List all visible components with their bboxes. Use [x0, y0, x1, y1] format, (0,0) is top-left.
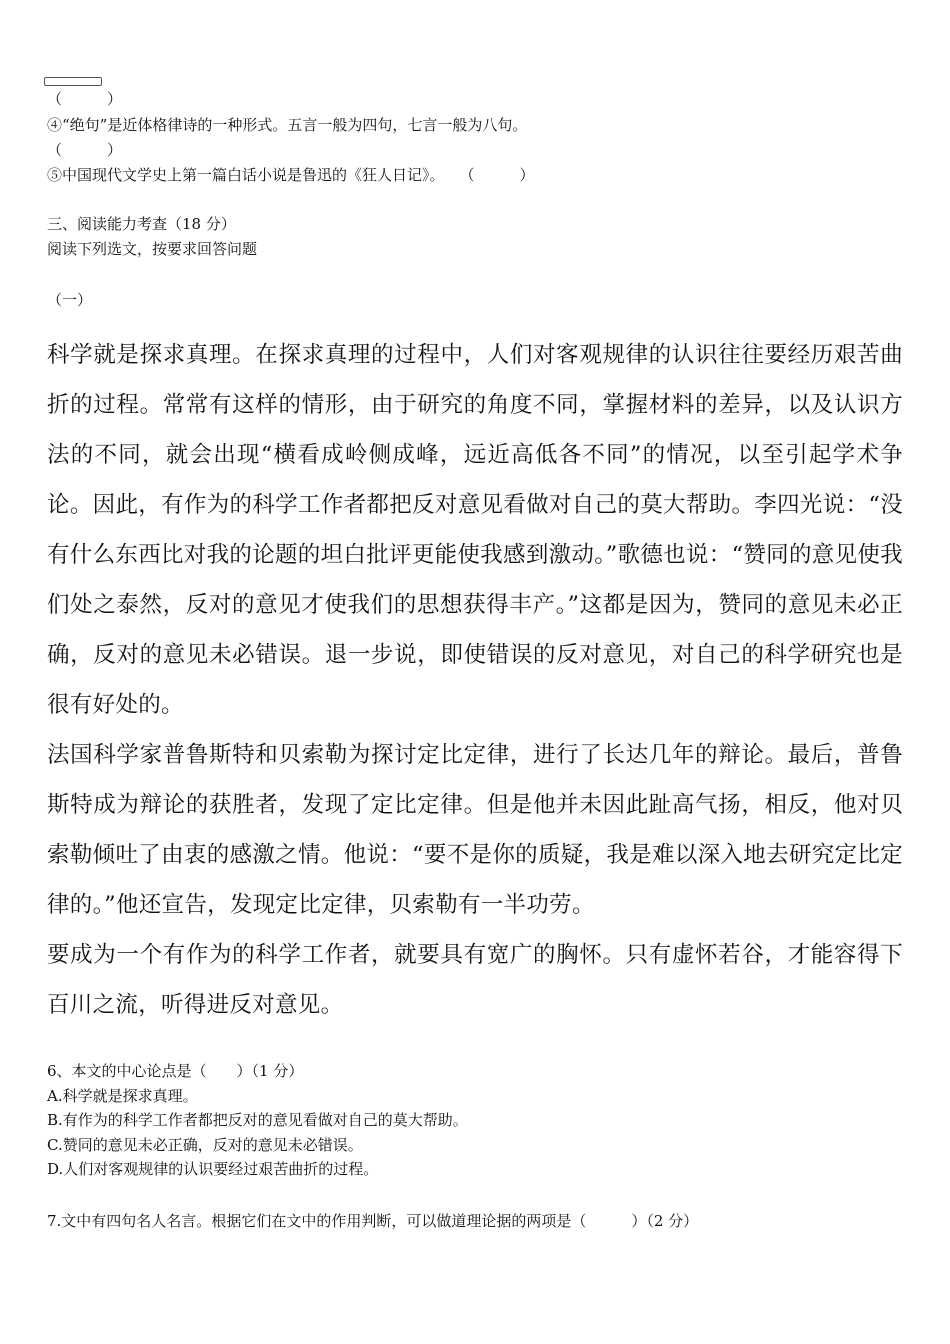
question-6-stem: 6、本文的中心论点是（ ）（1 分） — [47, 1062, 304, 1080]
part-label: （一） — [47, 291, 93, 309]
question-6-option-a: A.科学就是探求真理。 — [47, 1087, 198, 1105]
judgment-paren-2: （ ） — [47, 141, 123, 159]
judgment-item-5: ⑤中国现代文学史上第一篇白话小说是鲁迅的《狂人日记》。 （ ） — [47, 166, 535, 184]
answer-box-fragment — [44, 77, 102, 86]
passage-paragraph-3: 要成为一个有作为的科学工作者，就要具有宽广的胸怀。只有虚怀若谷，才能容得下百川之流，听得进反对意见。 — [47, 942, 903, 1018]
passage-paragraph-2: 法国科学家普鲁斯特和贝索勒为探讨定比定律，进行了长达几年的辩论。最后，普鲁斯特成为辩论的获胜者，发现了定比定律。但是他并未因此趾高气扬，相反，他对贝索勒倾吐了由衷的感激之情。他说：“要不是你的质疑，我是难以深入地去研究定比定律的。”他还宣告，发现定比定律，贝索勒有一半功劳。 — [47, 742, 903, 918]
judgment-item-4: ④“绝句”是近体格律诗的一种形式。五言一般为四句，七言一般为八句。 — [47, 116, 528, 134]
question-6-option-b: B.有作为的科学工作者都把反对的意见看做对自己的莫大帮助。 — [47, 1111, 468, 1129]
question-6-option-c: C.赞同的意见未必正确，反对的意见未必错误。 — [47, 1136, 363, 1154]
reading-passage — [47, 330, 903, 1030]
section-heading: 三、阅读能力考查（18 分） — [47, 215, 236, 233]
passage-paragraph-1: 科学就是探求真理。在探求真理的过程中，人们对客观规律的认识往往要经历艰苦曲折的过程。常常有这样的情形，由于研究的角度不同，掌握材料的差异，以及认识方法的不同，就会出现“横看成岭侧成峰，远近高低各不同”的情况，以至引起学术争论。因此，有作为的科学工作者都把反对意见看做对自己的莫大帮助。李四光说：“没有什么东西比对我的论题的坦白批评更能使我感到激动。”歌德也说：“赞同的意见使我们处之泰然，反对的意见才使我们的思想获得丰产。”这都是因为，赞同的意见未必正确，反对的意见未必错误。退一步说，即使错误的反对意见，对自己的科学研究也是很有好处的。 — [47, 342, 903, 718]
question-7-stem: 7.文中有四句名人名言。根据它们在文中的作用判断，可以做道理论据的两项是（ ）（2 分） — [47, 1212, 699, 1230]
section-instruction: 阅读下列选文，按要求回答问题 — [47, 240, 258, 258]
judgment-paren-1: （ ） — [47, 90, 123, 108]
question-6-option-d: D.人们对客观规律的认识要经过艰苦曲折的过程。 — [47, 1160, 379, 1178]
